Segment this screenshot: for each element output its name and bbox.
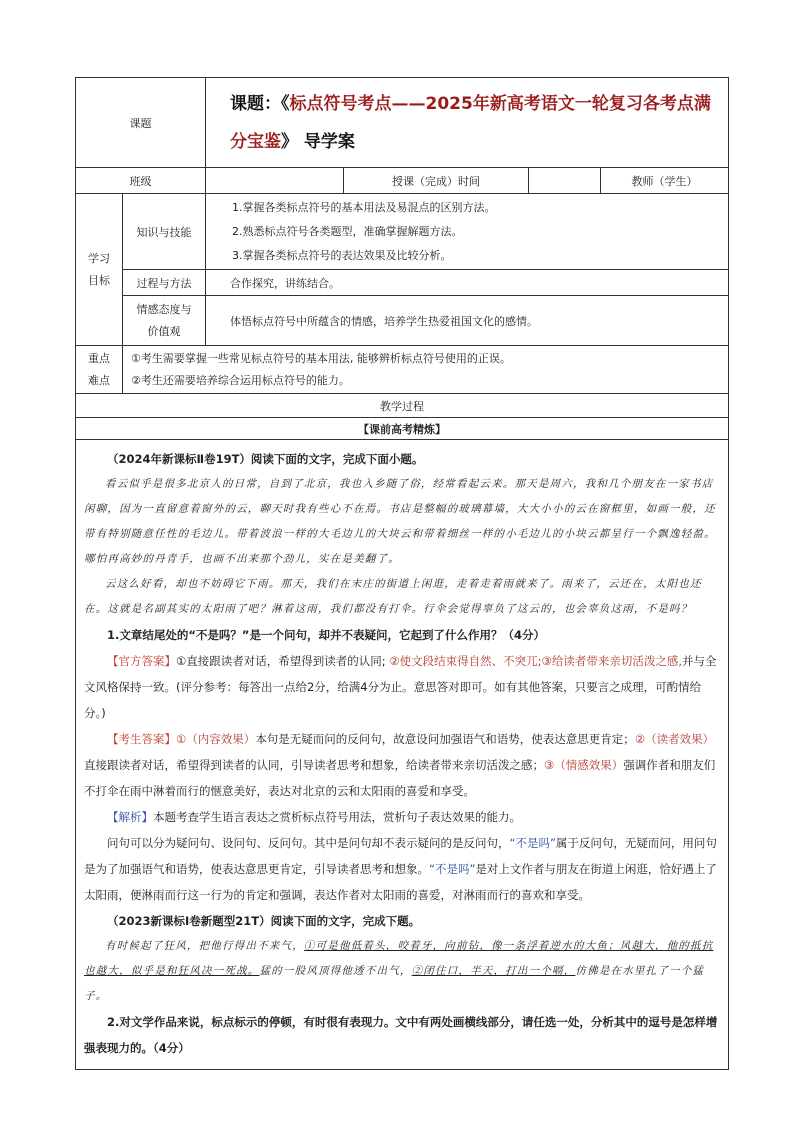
q1-explanation [84, 830, 720, 908]
analysis-text: 本题考查学生语言表达之赏析标点符号用法，赏析句子表达效果的能力。 [153, 810, 521, 824]
official-answer-d: 并与全文风格保持一致。(评分参考：每答出一点给2分，给满4分为止。意思答对即可。如有其他答案，只要言之成理，可酌情给分。) [84, 654, 717, 720]
q1-question: 1.文章结尾处的“不是吗？”是一个问句，却并不表疑问，它起到了什么作用？（4分） [107, 628, 545, 642]
q2-underline-1: ①可是他低着头，咬着牙，向前钻，像一条浮着逆水的大鱼；风越大，他的抵抗也越大，似乎是和狂风决一死战。 [84, 940, 714, 977]
title-prefix: 课题：《 [230, 93, 290, 114]
student-answer-e: ③（情感效果） [544, 758, 624, 772]
title-red: 标点符号考点——2025年新高考语文一轮复习各考点满分宝鉴 [230, 93, 711, 152]
official-answer-a: ①直接跟读者对话，希望得到读者的认同; [176, 654, 390, 668]
topic-label: 课题 [76, 78, 206, 168]
q2-underline-2: ②闭住口，半天，打出一个嗝， [411, 965, 576, 977]
q1-source: （2024年新课标Ⅱ卷19T）阅读下面的文字，完成下面小题。 [107, 452, 424, 466]
q1-student-answer [84, 726, 720, 804]
knowledge-label: 知识与技能 [123, 194, 206, 270]
knowledge-item: 3.掌握各类标点符号的表达效果及比较分析。 [232, 248, 452, 262]
q2-passage [84, 934, 720, 1009]
title-suffix: 》 导学案 [281, 131, 355, 152]
process-header: 教学过程 [76, 394, 729, 418]
process-text: 合作探究，讲练结合。 [206, 270, 729, 296]
q1-analysis [84, 804, 720, 830]
student-answer-d: 直接跟读者对话，希望得到读者的认同，引导读者思考和想象，给读者带来亲切活泼之感； [84, 758, 544, 772]
student-answer-a: ①（内容效果） [176, 732, 256, 746]
time-value [529, 168, 601, 194]
q1-official-answer [84, 648, 720, 726]
explain-quote-2: “不是吗” [429, 862, 476, 876]
class-label: 班级 [76, 168, 206, 194]
emotion-label: 情感态度与价值观 [123, 296, 206, 346]
explain-b: 属于反问句，无疑而问，用问句是为了加强语气和语势，使表达意思更肯定，引导读者思考和想象。 [84, 836, 717, 876]
analysis-tag: 【解析】 [107, 810, 153, 824]
q2-passage-a: 有时候起了狂风，把他行得出不来气， [105, 940, 304, 952]
q2-passage-c: 仿佛是在水里扎了一个猛子。 [84, 965, 705, 1002]
knowledge-items [206, 194, 729, 270]
emotion-text: 体悟标点符号中所蕴含的情感，培养学生热爱祖国文化的感情。 [206, 296, 729, 346]
q1-passage-1: 看云似乎是很多北京人的日常，自到了北京，我也入乡随了俗，经常看起云来。那天是周六，我和几个朋友在一家书店闲聊，因为一直留意着窗外的云，聊天时我有些心不在焉。书店是整幅的玻璃幕墙，大大小小的云在窗框里，如画一般，还带有特别随意任性的毛边儿。带着波浪一样的大毛边儿的大块云和带着细丝一样的小毛边儿的小块云都呈行一个飘逸轻盈。哪怕再高妙的丹青手，也画不出来那个劲儿，实在是美翻了。 [84, 478, 716, 565]
time-label: 授课（完成）时间 [344, 168, 529, 194]
exercise-content [76, 440, 729, 1070]
student-answer-f: 强调作者和朋友们不打伞在雨中淋着而行的惬意美好，表达对北京的云和太阳雨的喜爱和享受。 [84, 758, 716, 798]
knowledge-item: 1.掌握各类标点符号的基本用法及易混点的区别方法。 [232, 200, 496, 214]
process-label: 过程与方法 [123, 270, 206, 296]
explain-quote-1: “不是吗” [509, 836, 556, 850]
objectives-label: 学习目标 [76, 194, 123, 346]
student-answer-tag: 【考生答案】 [107, 732, 176, 746]
official-answer-b: ②使文段结束得自然、不突兀; [389, 654, 542, 668]
teacher-label: 教师（学生） [601, 168, 729, 194]
lesson-plan-table [75, 77, 729, 1070]
q2-source: （2023新课标Ⅰ卷新题型21T）阅读下面的文字，完成下题。 [107, 914, 421, 928]
student-answer-c: ②（读者效果） [634, 732, 715, 746]
q2-question: 2.对文学作品来说，标点标示的停顿，有时很有表现力。文中有两处画横线部分，请任选一处，分析其中的逗号是怎样增强表现力的。（4分） [84, 1015, 718, 1055]
lesson-title [206, 78, 729, 168]
class-value [206, 168, 344, 194]
knowledge-item: 2.熟悉标点符号各类题型，准确掌握解题方法。 [232, 224, 463, 238]
official-answer-tag: 【官方答案】 [107, 654, 176, 668]
key-points [123, 346, 729, 394]
student-answer-b: 本句是无疑而问的反问句，故意设问加强语气和语势，使表达意思更肯定； [255, 732, 635, 746]
key-point-item: ①考生需要掌握一些常见标点符号的基本用法, 能够辨析标点符号使用的正误。 [131, 351, 511, 365]
q2-passage-b: 猛的一股风顶得他透不出气， [259, 965, 412, 977]
q1-passage-2: 云这么好看，却也不妨碍它下雨。那天，我们在末庄的街道上闲逛，走着走着雨就来了。雨来了，云还在，太阳也还在。这就是名副其实的太阳雨了吧？淋着这雨，我们都没有打伞。行伞会觉得辜负了这云的，也会辜负这雨，不是吗？ [84, 578, 702, 615]
section-title: 【课前高考精炼】 [76, 418, 729, 440]
explain-c: 是对上文作者与朋友在街道上闲逛，恰好遇上了太阳雨，便淋雨而行这一行为的肯定和强调，表达作者对太阳雨的喜爱，对淋雨而行的喜欢和享受。 [84, 862, 717, 902]
key-point-item: ②考生还需要培养综合运用标点符号的能力。 [131, 373, 350, 387]
explain-a: 问句可以分为疑问句、设问句、反问句。其中是问句却不表示疑问的是反问句， [107, 836, 510, 850]
official-answer-c: ③给读者带来亲切活泼之感, [541, 654, 682, 668]
key-points-label: 重点难点 [76, 346, 123, 394]
